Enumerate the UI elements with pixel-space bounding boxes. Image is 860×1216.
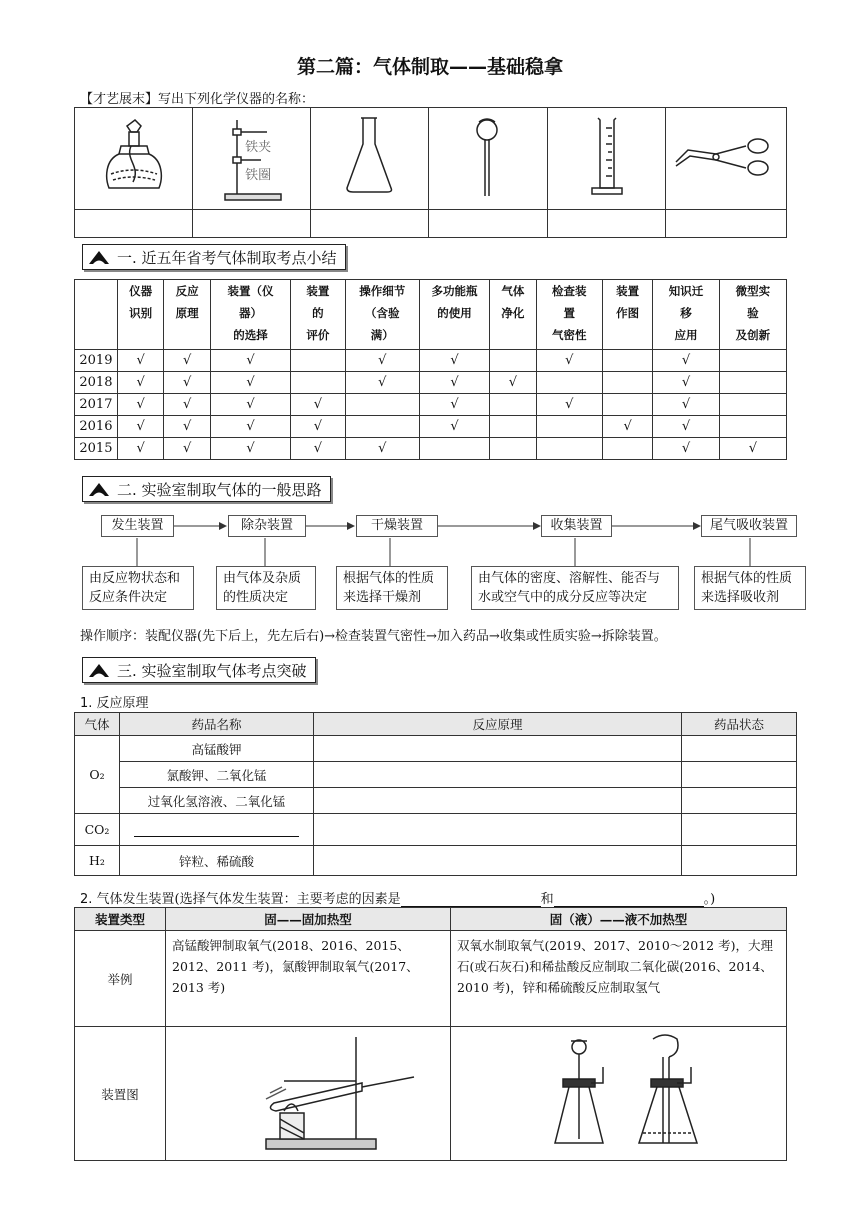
section3-heading-text: 三. 实验室制取气体考点突破 <box>117 661 307 680</box>
alcohol-lamp-icon <box>75 108 192 205</box>
col-header: 多功能瓶 的使用 <box>419 280 489 350</box>
liquid-no-heat-apparatus-icon <box>451 1027 786 1157</box>
check-mark-cell <box>719 394 786 416</box>
check-mark-cell: √ <box>164 372 211 394</box>
flask-bullet-icon <box>87 479 111 499</box>
note-tail-gas: 根据气体的性质 来选择吸收剂 <box>694 566 806 610</box>
check-mark-cell: √ <box>291 416 345 438</box>
col-liquid-noheat: 固（液）——液不加热型 <box>451 908 787 931</box>
answer-blank[interactable] <box>314 846 682 876</box>
check-mark-cell: √ <box>490 372 537 394</box>
generator-table <box>74 907 787 1161</box>
answer-blank[interactable] <box>682 762 797 788</box>
diagram-left <box>166 1027 451 1161</box>
answer-blank[interactable] <box>429 210 547 238</box>
example-label: 举例 <box>75 931 166 1027</box>
year-cell: 2018 <box>75 372 118 394</box>
check-mark-cell: √ <box>210 438 290 460</box>
check-mark-cell <box>719 416 786 438</box>
col-header: 装置（仪 器） 的选择 <box>210 280 290 350</box>
check-mark-cell <box>536 372 602 394</box>
erlenmeyer-flask-icon <box>311 108 428 205</box>
check-mark-cell: √ <box>164 438 211 460</box>
example-left: 高锰酸钾制取氧气(2018、2016、2015、2012、2011 考)，氯酸钾制取氧气(2017、2013 考) <box>166 931 451 1027</box>
subsection-generator: 2. 气体发生装置(选择气体发生装置：主要考虑的因素是 和 。) <box>80 892 716 907</box>
check-mark-cell: √ <box>210 350 290 372</box>
graduated-cylinder-icon <box>548 108 665 205</box>
check-mark-cell: √ <box>291 438 345 460</box>
col-gas: 气体 <box>75 713 120 736</box>
answer-blank[interactable] <box>547 210 665 238</box>
col-header: 仪器 识别 <box>117 280 164 350</box>
answer-blank[interactable] <box>401 892 541 907</box>
check-mark-cell <box>291 350 345 372</box>
step-tail-gas: 尾气吸收装置 <box>701 515 797 537</box>
check-mark-cell: √ <box>419 350 489 372</box>
diagram-right <box>451 1027 787 1161</box>
drug-cell: 过氧化氢溶液、二氧化锰 <box>120 788 314 814</box>
drug-cell: 高锰酸钾 <box>120 736 314 762</box>
check-mark-cell: √ <box>164 350 211 372</box>
answer-blank[interactable] <box>682 814 797 846</box>
section2-heading-text: 二. 实验室制取气体的一般思路 <box>117 480 322 499</box>
instrument-table <box>74 107 787 238</box>
check-mark-cell: √ <box>117 350 164 372</box>
year-cell: 2017 <box>75 394 118 416</box>
check-mark-cell <box>490 438 537 460</box>
check-mark-cell <box>719 350 786 372</box>
answer-blank[interactable] <box>314 762 682 788</box>
check-mark-cell <box>345 416 419 438</box>
section1-heading-text: 一. 近五年省考气体制取考点小结 <box>117 248 337 267</box>
funnel-cell <box>429 108 547 210</box>
example-right: 双氧水制取氧气(2019、2017、2010～2012 考)，大理石(或石灰石)和稀盐酸反应制取二氧化碳(2016、2014、2010 考)，锌和稀硫酸反应制取氢气 <box>451 931 787 1027</box>
intro-text: 【才艺展末】写出下列化学仪器的名称： <box>80 92 315 107</box>
check-mark-cell <box>490 416 537 438</box>
col-principle: 反应原理 <box>314 713 682 736</box>
col-drug: 药品名称 <box>120 713 314 736</box>
diagram-label: 装置图 <box>75 1027 166 1161</box>
col-type: 装置类型 <box>75 908 166 931</box>
subsection-reaction: 1. 反应原理 <box>80 696 149 711</box>
drug-cell: 锌粒、稀硫酸 <box>120 846 314 876</box>
year-cell: 2016 <box>75 416 118 438</box>
thistle-funnel-icon <box>429 108 546 205</box>
check-mark-cell: √ <box>719 438 786 460</box>
step-generation: 发生装置 <box>101 515 174 537</box>
year-cell: 2019 <box>75 350 118 372</box>
check-mark-cell: √ <box>210 394 290 416</box>
year-header-cell <box>75 280 118 350</box>
tongs-cell <box>665 108 786 210</box>
check-mark-cell: √ <box>210 372 290 394</box>
answer-blank[interactable] <box>682 736 797 762</box>
answer-blank[interactable] <box>682 788 797 814</box>
operation-order: 操作顺序：装配仪器(先下后上，先左后右)→检查装置气密性→加入药品→收集或性质实验→拆除装置。 <box>80 629 667 644</box>
col-solid-heat: 固——固加热型 <box>166 908 451 931</box>
alcohol-lamp-cell <box>75 108 193 210</box>
check-mark-cell: √ <box>419 394 489 416</box>
answer-blank[interactable] <box>314 814 682 846</box>
check-mark-cell: √ <box>536 394 602 416</box>
table-row <box>75 416 787 438</box>
cylinder-cell <box>547 108 665 210</box>
check-mark-cell <box>490 350 537 372</box>
check-mark-cell: √ <box>117 394 164 416</box>
drug-cell: 氯酸钾、二氧化锰 <box>120 762 314 788</box>
note-collection: 由气体的密度、溶解性、能否与 水或空气中的成分反应等决定 <box>471 566 679 610</box>
check-mark-cell: √ <box>164 416 211 438</box>
exam-points-table <box>74 279 787 460</box>
iron-stand-cell <box>193 108 311 210</box>
answer-blank[interactable] <box>193 210 311 238</box>
check-mark-cell: √ <box>117 416 164 438</box>
answer-blank[interactable] <box>665 210 786 238</box>
table-row <box>75 394 787 416</box>
check-mark-cell: √ <box>653 416 719 438</box>
clamp-label: 铁夹 <box>245 140 272 155</box>
drug-blank[interactable] <box>120 814 314 846</box>
note-generation: 由反应物状态和 反应条件决定 <box>82 566 194 610</box>
check-mark-cell <box>419 438 489 460</box>
reaction-table <box>74 712 797 876</box>
check-mark-cell <box>602 438 652 460</box>
check-mark-cell: √ <box>291 394 345 416</box>
table-row <box>75 438 787 460</box>
step-purification: 除杂装置 <box>228 515 306 537</box>
check-mark-cell <box>536 416 602 438</box>
answer-blank[interactable] <box>311 210 429 238</box>
flask-bullet-icon <box>87 660 111 680</box>
check-mark-cell: √ <box>653 438 719 460</box>
col-header: 装置 作图 <box>602 280 652 350</box>
col-header: 检查装 置 气密性 <box>536 280 602 350</box>
crucible-tongs-icon <box>666 108 786 205</box>
check-mark-cell: √ <box>210 416 290 438</box>
check-mark-cell: √ <box>653 372 719 394</box>
solid-heating-apparatus-icon <box>166 1027 450 1157</box>
check-mark-cell <box>490 394 537 416</box>
check-mark-cell: √ <box>117 372 164 394</box>
check-mark-cell <box>291 372 345 394</box>
answer-blank[interactable] <box>314 788 682 814</box>
col-header: 气体 净化 <box>490 280 537 350</box>
table-row <box>75 350 787 372</box>
check-mark-cell <box>719 372 786 394</box>
col-header: 反应 原理 <box>164 280 211 350</box>
gas-o2: O₂ <box>75 736 120 814</box>
section3-heading <box>82 657 316 683</box>
page-title: 第二篇：气体制取——基础稳拿 <box>296 56 563 78</box>
iron-stand-icon <box>193 108 310 205</box>
col-header: 知识迁 移 应用 <box>653 280 719 350</box>
col-state: 药品状态 <box>682 713 797 736</box>
check-mark-cell: √ <box>536 350 602 372</box>
check-mark-cell: √ <box>345 372 419 394</box>
ring-label: 铁圈 <box>245 168 272 183</box>
answer-blank[interactable] <box>75 210 193 238</box>
check-mark-cell <box>602 394 652 416</box>
gas-h2: H₂ <box>75 846 120 876</box>
note-purification: 由气体及杂质 的性质决定 <box>216 566 316 610</box>
flask-bullet-icon <box>87 247 111 267</box>
check-mark-cell: √ <box>653 394 719 416</box>
check-mark-cell: √ <box>164 394 211 416</box>
answer-blank[interactable] <box>682 846 797 876</box>
step-drying: 干燥装置 <box>356 515 438 537</box>
section2-heading <box>82 476 331 502</box>
check-mark-cell <box>602 372 652 394</box>
year-cell: 2015 <box>75 438 118 460</box>
section1-heading <box>82 244 346 270</box>
step-collection: 收集装置 <box>541 515 612 537</box>
answer-blank[interactable] <box>554 892 704 907</box>
check-mark-cell <box>536 438 602 460</box>
gas-co2: CO₂ <box>75 814 120 846</box>
check-mark-cell: √ <box>419 372 489 394</box>
col-header: 操作细节 （含验 满） <box>345 280 419 350</box>
note-drying: 根据气体的性质 来选择干燥剂 <box>336 566 448 610</box>
answer-blank[interactable] <box>314 736 682 762</box>
check-mark-cell: √ <box>653 350 719 372</box>
check-mark-cell: √ <box>345 350 419 372</box>
col-header: 微型实 验 及创新 <box>719 280 786 350</box>
flask-cell <box>311 108 429 210</box>
check-mark-cell <box>345 394 419 416</box>
check-mark-cell: √ <box>117 438 164 460</box>
col-header: 装置 的 评价 <box>291 280 345 350</box>
check-mark-cell: √ <box>602 416 652 438</box>
check-mark-cell <box>602 350 652 372</box>
check-mark-cell: √ <box>419 416 489 438</box>
table-row <box>75 372 787 394</box>
check-mark-cell: √ <box>345 438 419 460</box>
